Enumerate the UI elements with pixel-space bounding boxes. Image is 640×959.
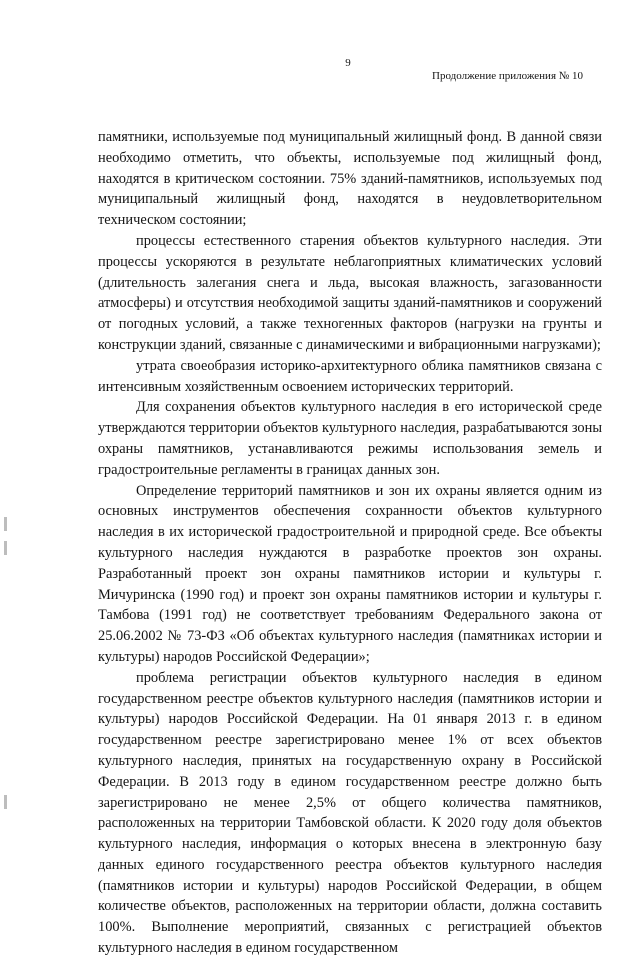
paragraph-registration-problem: проблема регистрации объектов культурного наследия в едином государственном реестре объектов культурного наследия (памятников истории и культуры) народов Российской Федерации. На 01 января 2013 г. в едином государственном реестре зарегистрировано менее 1% от всех объектов культурного наследия, принятых на государственную охрану в Российской Федерации. В 2013 году в едином государственном реестре должно быть зарегистрировано не менее 2,5% от общего количества памятников, расположенных на территории Тамбовской области. К 2020 году доля объектов культурного наследия, информация о которых внесена в электронную базу данных единого государственного реестра объектов культурного наследия (памятников истории и культуры) народов Российской Федерации, в общем количестве объектов, расположенных на территории области, должна составить 100%. Выполнение мероприятий, связанных с регистрацией объектов культурного наследия в едином государственном xyxy=(98,669,602,957)
scan-margin-mark xyxy=(4,541,7,555)
paragraph-protection-zones: Для сохранения объектов культурного наследия в его исторической среде утверждаются территории объектов культурного наследия, разрабатываются зоны охраны памятников, устанавливаются режимы использования земель и градостроительные регламенты в границах данных зон. xyxy=(98,399,602,478)
paragraph-municipal-housing: памятники, используемые под муниципальный жилищный фонд. В данной связи необходимо отметить, что объекты, используемые под жилищный фонд, находятся в критическом состоянии. 75% зданий-памятников, используемых под муниципальный жилищный фонд, находятся в неудовлетворительном техническом состоянии; xyxy=(98,129,602,229)
scan-margin-mark xyxy=(4,517,7,531)
paragraph-territory-definition: Определение территорий памятников и зон их охраны является одним из основных инструментов обеспечения сохранности объектов культурного наследия в их исторической градостроительной и природной среде. Все объекты культурного наследия нуждаются в разработке проектов зон охраны. Разработанный проект зон охраны памятников истории и культуры г. Мичуринска (1990 год) и проект зон охраны памятников истории и культуры г. Тамбова (1991 год) не соответствует требованиям Федерального закона от 25.06.2002 № 73-ФЗ «Об объектах культурного наследия (памятниках истории и культуры) народов Российской Федерации»; xyxy=(98,482,602,665)
paragraph-natural-aging: процессы естественного старения объектов культурного наследия. Эти процессы ускоряются в результате неблагоприятных климатических условий (длительность залегания снега и льда, высокая влажность, загазованности атмосферы) и отсутствия необходимой защиты зданий-памятников и сооружений от погодных условий, а также техногенных факторов (нагрузки на грунты и конструкции зданий, связанные с динамическими и вибрационными нагрузками); xyxy=(98,232,602,353)
appendix-continuation-note: Продолжение приложения № 10 xyxy=(432,70,583,82)
document-body xyxy=(98,127,602,959)
page-number: 9 xyxy=(345,57,351,69)
scan-margin-mark xyxy=(4,795,7,809)
paragraph-loss-of-identity: утрата своеобразия историко-архитектурного облика памятников связана с интенсивным хозяйственным освоением исторических территорий. xyxy=(98,357,602,395)
